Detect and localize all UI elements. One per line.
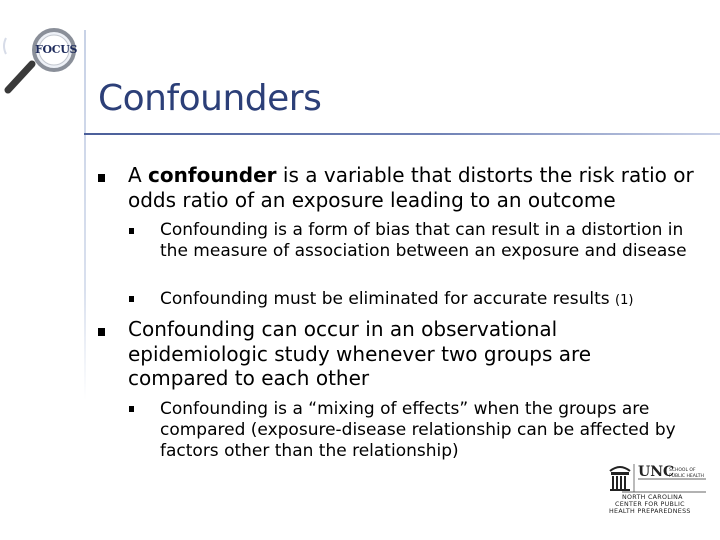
bullet-2-text: Confounding can occur in an observational epidemiologic study whenever two groups are compared to each other (128, 317, 592, 390)
center-line-3: HEALTH PREPAREDNESS (609, 508, 691, 515)
bullet-marker (98, 174, 105, 182)
focus-logo (2, 28, 84, 98)
sub-bullet-marker (129, 296, 134, 302)
sub-bullet-marker (129, 406, 134, 412)
bullet-1-text-start: A (128, 163, 149, 187)
unc-wordmark: UNC (638, 464, 675, 480)
sub-bullet-marker (129, 228, 134, 234)
sub-bullet-2-1-text: Confounding is a “mixing of effects” when the groups are compared (exposure-disease relationship can be affected by factors other than the relationship) (160, 399, 676, 461)
focus-logo-text: FOCUS (35, 43, 78, 56)
bullet-1-text-rest: is a variable that distorts the risk ratio or odds ratio of an exposure leading to an outcome (128, 163, 694, 212)
sub-bullet-1-2-main: Confounding must be eliminated for accurate results (160, 289, 610, 309)
citation: (1) (615, 293, 634, 308)
page-title: Confounders (98, 78, 322, 119)
unc-line-2: PUBLIC HEALTH (669, 474, 704, 479)
bullet-marker (98, 328, 105, 336)
center-line-2: CENTER FOR PUBLIC (615, 501, 685, 508)
center-line-1: NORTH CAROLINA (622, 494, 683, 501)
bullet-1-text (128, 163, 708, 212)
title-underline (84, 133, 720, 135)
vertical-rule (84, 30, 86, 400)
bullet-1-bold-term: confounder (148, 163, 277, 187)
unc-line-1: SCHOOL OF (669, 468, 696, 473)
magnifying-glass-icon (2, 28, 84, 98)
old-well-icon (608, 462, 708, 516)
sub-bullet-1-2-text (160, 289, 700, 311)
unc-logo (608, 462, 708, 516)
sub-bullet-1-1-text: Confounding is a form of bias that can result in a distortion in the measure of association between an exposure and disease (160, 220, 687, 261)
